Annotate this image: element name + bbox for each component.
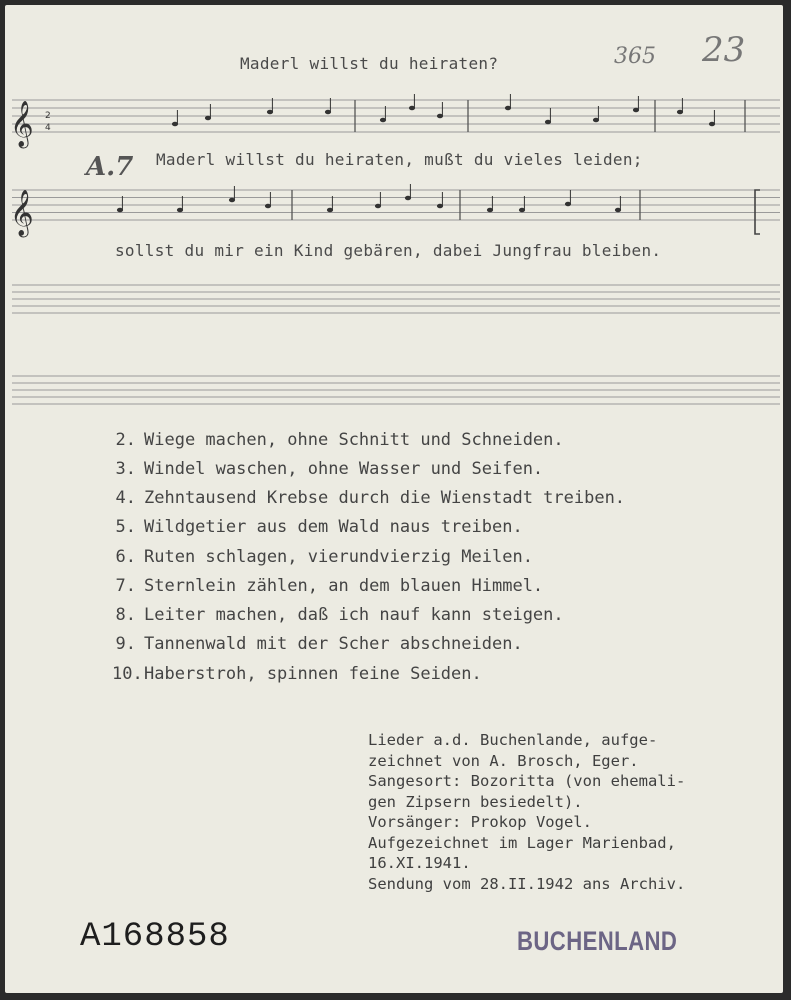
note-line: Sendung vom 28.II.1942 ans Archiv. [368,874,686,893]
svg-text:𝄞: 𝄞 [10,101,34,147]
note-head [117,208,122,212]
verse-line: 10.Haberstroh, spinnen feine Seiden. [112,664,482,684]
verse-line: 8. Leiter machen, daß ich nauf kann steigen. [115,605,564,625]
note-head [205,116,210,120]
note-head [380,118,385,122]
note-head [172,122,177,126]
treble-clef-2 [10,190,34,238]
verse-line: 4. Zehntausend Krebse durch die Wienstadt treiben. [115,488,626,508]
svg-text:2: 2 [45,111,51,121]
note-line: zeichnet von A. Brosch, Eger. [368,751,639,770]
note-head [437,204,442,208]
buchenland-stamp: BUCHENLAND [517,926,678,956]
note-head [265,204,270,208]
note-head [615,208,620,212]
note-line: Sangesort: Bozoritta (von ehemali- [368,772,686,790]
time-signature [45,111,51,133]
corner-number: 23 [702,30,746,70]
lyrics-line-1: Maderl willst du heiraten, mußt du vieles leiden; [156,150,643,169]
note-line: 16.XI.1941. [368,854,471,872]
note-head [709,122,714,126]
note-head [409,106,414,110]
recording-notes [368,730,685,894]
archive-number: A168858 [80,918,230,956]
note-head [229,198,234,202]
song-number: A.7 [86,152,134,182]
note-head [633,108,638,112]
verse-line: 5. Wildgetier aus dem Wald naus treiben. [115,517,523,537]
verse-line: 2. Wiege machen, ohne Schnitt und Schneiden. [115,430,564,450]
verse-line: 7. Sternlein zählen, an dem blauen Himmel. [115,576,544,596]
verse-line: 3. Windel waschen, ohne Wasser und Seifen. [115,459,544,479]
treble-clef-1 [10,101,34,149]
note-line: Vorsänger: Prokop Vogel. [368,813,592,831]
note-line: Lieder a.d. Buchenlande, aufge- [368,731,658,749]
verse-line: 6. Ruten schlagen, vierundvierzig Meilen. [115,547,533,567]
note-head [375,204,380,208]
sheet-number: 365 [614,44,656,69]
note-head [519,208,524,212]
note-head [593,118,598,122]
note-head [565,202,570,206]
svg-text:𝄞: 𝄞 [10,190,34,236]
note-head [487,208,492,212]
note-head [267,110,272,114]
note-head [437,114,442,118]
note-head [325,110,330,114]
verse-line: 9. Tannenwald mit der Scher abschneiden. [115,634,523,654]
note-head [505,106,510,110]
note-head [405,196,410,200]
lyrics-line-2: sollst du mir ein Kind gebären, dabei Jungfrau bleiben. [115,241,662,260]
note-head [677,110,682,114]
svg-text:4: 4 [45,123,51,133]
note-head [177,208,182,212]
note-line: Aufgezeichnet im Lager Marienbad, [368,833,676,852]
note-head [545,120,550,124]
note-line: gen Zipsern besiedelt). [368,792,583,811]
song-title: Maderl willst du heiraten? [240,54,499,73]
note-head [327,208,332,212]
